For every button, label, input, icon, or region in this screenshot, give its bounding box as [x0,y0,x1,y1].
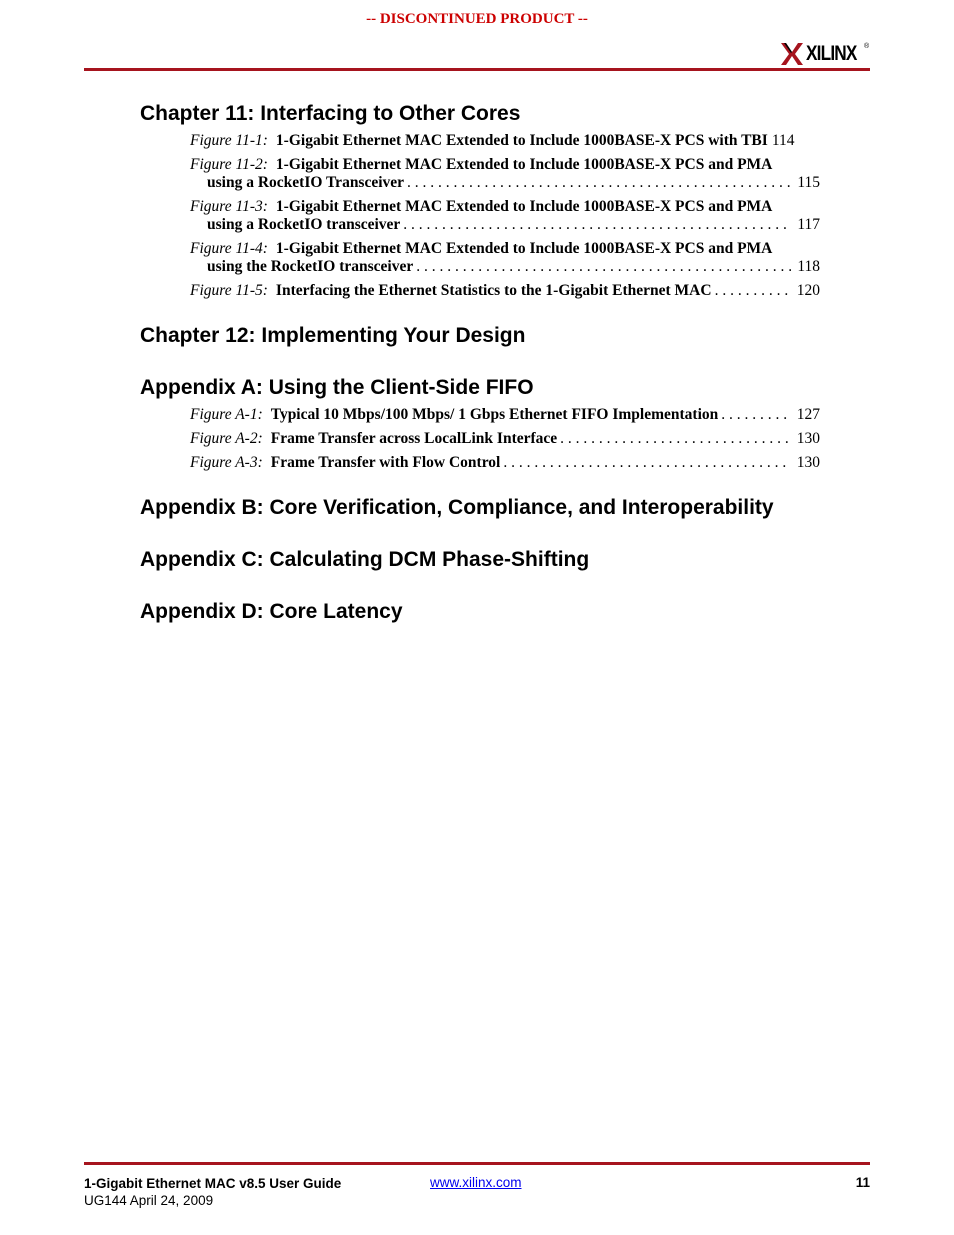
dot-leader [503,454,791,472]
discontinued-banner: -- DISCONTINUED PRODUCT -- [366,11,588,27]
figure-title: 1-Gigabit Ethernet MAC Extended to Include 1000BASE-X PCS and PMA [275,198,773,215]
page-number: 130 [796,430,820,447]
figure-title: 1-Gigabit Ethernet MAC Extended to Include 1000BASE-X PCS and PMA [275,240,773,257]
figure-title: Typical 10 Mbps/100 Mbps/ 1 Gbps Ethernet FIFO Implementation [270,406,719,423]
dot-leader [416,258,791,276]
figure-number: Figure A-1: [190,406,263,423]
dot-leader [721,406,791,424]
footer-page-number: 11 [855,1175,870,1190]
toc-entry-figure-a-3[interactable] [190,454,820,472]
figure-number: Figure 11-5: [190,282,268,299]
figure-title-continued: using a RocketIO transceiver [207,216,401,233]
footer-guide-title: 1-Gigabit Ethernet MAC v8.5 User Guide [84,1176,342,1191]
toc-entry-figure-11-4[interactable] [190,240,820,276]
figure-title-continued: using a RocketIO Transceiver [207,174,405,191]
figure-title: Frame Transfer with Flow Control [270,454,501,471]
toc-entry-figure-11-2[interactable] [190,156,820,192]
page-number: 130 [796,454,820,471]
dot-leader [560,430,791,448]
footer-rule [84,1162,870,1165]
toc-entry-figure-11-5[interactable] [190,282,820,300]
page-number: 115 [797,174,820,191]
page-number: 118 [797,258,820,275]
footer-doc-info [84,1175,341,1209]
registered-mark: ® [864,43,870,50]
figure-number: Figure 11-1: [190,132,268,149]
xilinx-x-icon [780,42,804,66]
table-of-contents [140,100,830,626]
toc-entry-figure-a-2[interactable] [190,430,820,448]
page-number: 120 [796,282,820,299]
figure-number: Figure 11-3: [190,198,268,215]
dot-leader [715,282,791,300]
page-number: 114 [771,132,795,149]
page-number: 117 [797,216,820,233]
figure-title: 1-Gigabit Ethernet MAC Extended to Include 1000BASE-X PCS with TBI [275,132,768,149]
xilinx-logo-text: XILINX [806,42,857,65]
dot-leader [403,216,791,234]
appendix-b-heading[interactable]: Appendix B: Core Verification, Compliance, and Interoperability [140,496,774,519]
figure-number: Figure 11-2: [190,156,268,173]
xilinx-logo [780,40,868,68]
appendix-d-heading[interactable]: Appendix D: Core Latency [140,600,403,623]
appendix-c-heading[interactable]: Appendix C: Calculating DCM Phase-Shifting [140,548,590,571]
figure-title: Frame Transfer across LocalLink Interface [270,430,558,447]
figure-number: Figure 11-4: [190,240,268,257]
chapter-12-heading[interactable]: Chapter 12: Implementing Your Design [140,324,526,347]
figure-number: Figure A-2: [190,430,263,447]
header-rule [84,68,870,71]
figure-title-continued: using the RocketIO transceiver [207,258,414,275]
chapter-11-heading[interactable]: Chapter 11: Interfacing to Other Cores [140,102,521,125]
dot-leader [407,174,791,192]
toc-entry-figure-11-3[interactable] [190,198,820,234]
appendix-a-figure-list [190,406,820,472]
appendix-a-heading[interactable]: Appendix A: Using the Client-Side FIFO [140,376,534,399]
footer-doc-id: UG144 April 24, 2009 [84,1193,214,1208]
toc-entry-figure-11-1[interactable] [190,132,820,150]
figure-number: Figure A-3: [190,454,263,471]
chapter-11-figure-list [190,132,820,300]
figure-title: 1-Gigabit Ethernet MAC Extended to Include 1000BASE-X PCS and PMA [275,156,773,173]
toc-entry-figure-a-1[interactable] [190,406,820,424]
page-number: 127 [796,406,820,423]
figure-title: Interfacing the Ethernet Statistics to the 1-Gigabit Ethernet MAC [275,282,712,299]
xilinx-website-link[interactable]: www.xilinx.com [430,1175,522,1190]
